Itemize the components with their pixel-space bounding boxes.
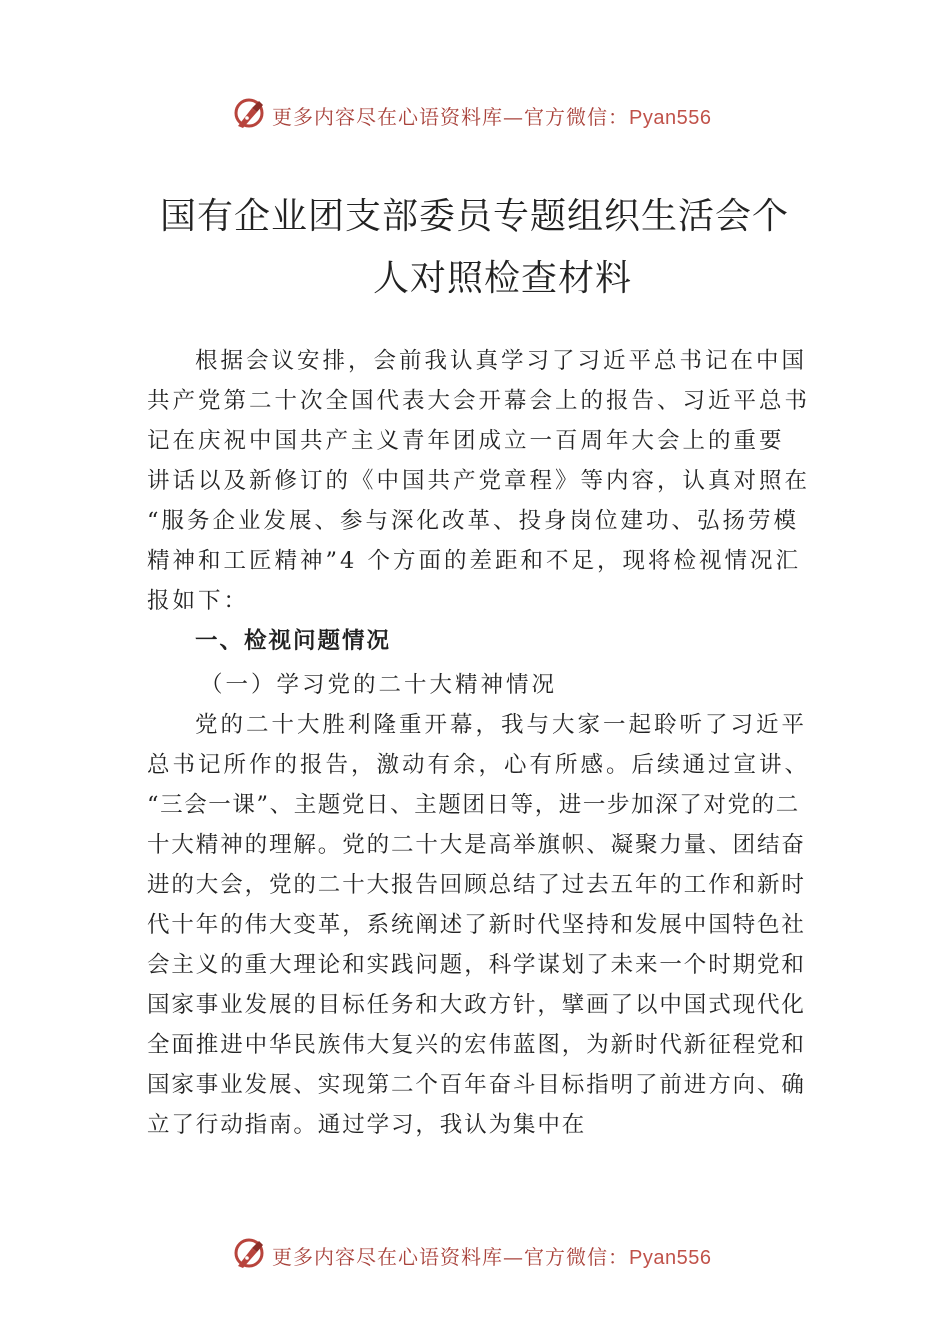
paragraph-1-line: 共产党第二十次全国代表大会开幕会上的报告、习近平总书 xyxy=(147,388,811,414)
paragraph-1-line: 记在庆祝中国共产主义青年团成立一百周年大会上的重要 xyxy=(147,428,785,454)
paragraph-2-line: “三会一课”、主题党日、主题团日等，进一步加深了对党的二 xyxy=(147,792,800,818)
footer-banner xyxy=(0,1232,950,1272)
paragraph-2-line: 代十年的伟大变革，系统阐述了新时代坚持和发展中国特色社 xyxy=(147,912,806,938)
header-banner xyxy=(0,92,950,132)
banner-text: 更多内容尽在心语资料库—官方微信：Pyan556 xyxy=(272,1245,712,1269)
paragraph-1-line: 报如下： xyxy=(147,588,250,614)
document-title-line-1: 国有企业团支部委员专题组织生活会个 xyxy=(160,196,790,237)
paragraph-1-line: “服务企业发展、参与深化改革、投身岗位建功、弘扬劳模 xyxy=(147,508,800,534)
section-heading: 一、检视问题情况 xyxy=(195,628,392,654)
paragraph-2-line: 总书记所作的报告，激动有余，心有所感。后续通过宣讲、 xyxy=(147,752,811,778)
paragraph-1-line: 精神和工匠精神”4 个方面的差距和不足，现将检视情况汇 xyxy=(147,548,801,574)
paragraph-1-line: 讲话以及新修订的《中国共产党章程》等内容，认真对照在 xyxy=(147,468,811,494)
pen-nib-logo-icon xyxy=(232,1236,268,1270)
paragraph-2-line: 国家事业发展的目标任务和大政方针，擘画了以中国式现代化 xyxy=(147,992,806,1018)
paragraph-2-line: 国家事业发展、实现第二个百年奋斗目标指明了前进方向、确 xyxy=(147,1072,806,1098)
subsection-heading: （一）学习党的二十大精神情况 xyxy=(200,672,558,698)
paragraph-2-line: 党的二十大胜利隆重开幕，我与大家一起聆听了习近平 xyxy=(195,712,808,738)
paragraph-2-line: 全面推进中华民族伟大复兴的宏伟蓝图，为新时代新征程党和 xyxy=(147,1032,806,1058)
document-title-line-2: 人对照检查材料 xyxy=(373,258,633,299)
paragraph-2-line: 十大精神的理解。党的二十大是高举旗帜、凝聚力量、团结奋 xyxy=(147,832,806,858)
paragraph-1-line: 根据会议安排，会前我认真学习了习近平总书记在中国 xyxy=(195,348,808,374)
pen-nib-logo-icon xyxy=(232,96,268,130)
paragraph-2-line: 进的大会，党的二十大报告回顾总结了过去五年的工作和新时 xyxy=(147,872,806,898)
banner-text: 更多内容尽在心语资料库—官方微信：Pyan556 xyxy=(272,105,712,129)
paragraph-2-line: 会主义的重大理论和实践问题，科学谋划了未来一个时期党和 xyxy=(147,952,806,978)
paragraph-2-line: 立了行动指南。通过学习，我认为集中在 xyxy=(147,1112,587,1138)
